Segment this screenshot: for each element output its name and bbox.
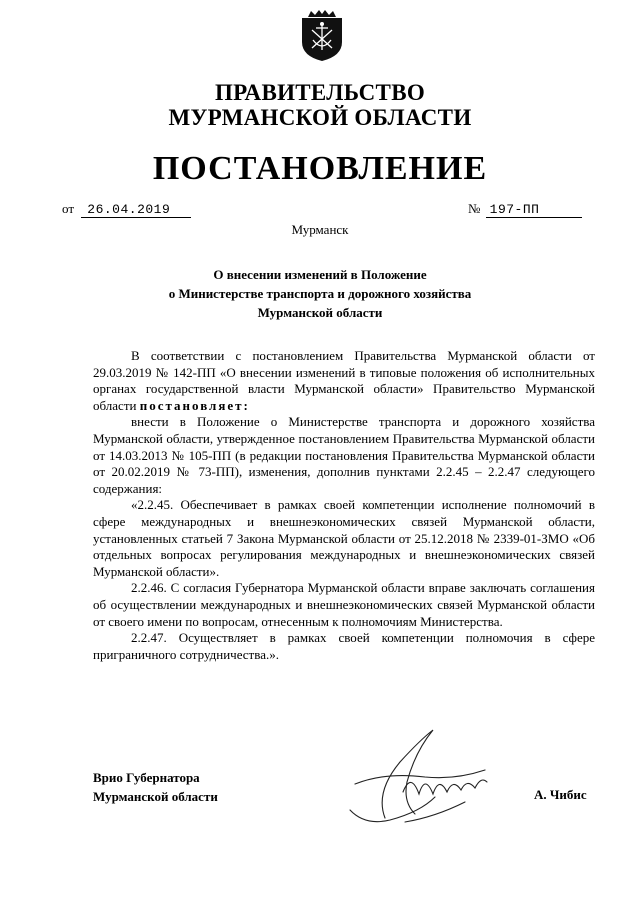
handwritten-signature xyxy=(345,722,495,830)
position-line1: Врио Губернатора xyxy=(93,770,200,785)
date-prefix: от xyxy=(62,201,75,216)
city: Мурманск xyxy=(291,222,349,237)
resolves-word: постановляет: xyxy=(139,397,250,413)
title-line3: Мурманской области xyxy=(257,305,383,320)
number-block xyxy=(468,201,582,218)
coat-of-arms-icon xyxy=(300,10,344,62)
title-line1: О внесении изменений в Положение xyxy=(213,267,427,282)
paragraph-preamble xyxy=(93,348,595,414)
paragraph-2-2-45: «2.2.45. Обеспечивает в рамках своей компетенции исполнение полномочий в сфере международных и внешнеэкономических связей Мурманской области, установленных статьей 7 Закона Мурманской области от 25.12.2018 № 2339-01-ЗМО «Об отдельных вопросах регулирования международных и внешнеэкономических связей Мурманской области». xyxy=(93,497,595,579)
title-line2: о Министерстве транспорта и дорожного хозяйства xyxy=(168,286,472,301)
organization-name-line1: ПРАВИТЕЛЬСТВО xyxy=(214,80,426,105)
date-block xyxy=(62,201,191,218)
number-value: 197-ПП xyxy=(486,202,582,218)
signatory-name: А. Чибис xyxy=(534,787,587,802)
organization-name-line2: МУРМАНСКОЙ ОБЛАСТИ xyxy=(168,105,472,130)
document-type: ПОСТАНОВЛЕНИЕ xyxy=(152,150,488,187)
position-line2: Мурманской области xyxy=(93,789,218,804)
signatory-position xyxy=(93,768,218,806)
date-value: 26.04.2019 xyxy=(81,202,191,218)
number-prefix: № xyxy=(468,201,481,216)
document-body xyxy=(93,348,595,663)
document-title xyxy=(0,265,640,322)
paragraph-2-2-46: 2.2.46. С согласия Губернатора Мурманской области вправе заключать соглашения об осуществлении международных и внешнеэкономических связей Мурманской области от своего имени по вопросам, отнесенным к полномочиям Министерства. xyxy=(93,580,595,629)
paragraph-2-2-47: 2.2.47. Осуществляет в рамках своей компетенции полномочия в сфере приграничного сотрудничества.». xyxy=(93,630,595,662)
paragraph-amendment: внести в Положение о Министерстве транспорта и дорожного хозяйства Мурманской области, утвержденное постановлением Правительства Мурманской области от 14.03.2013 № 105-ПП (в редакции постановления Правительства Мурманской области от 20.02.2019 № 73-ПП), изменения, дополнив пунктами 2.2.45 – 2.2.47 следующего содержания: xyxy=(93,414,595,496)
preamble-text: В соответствии с постановлением Правительства Мурманской области от 29.03.2019 № 142-ПП «О внесении изменений в типовые положения об исполнительных органах государственной власти Мурманской области» Правительство Мурманской области xyxy=(93,348,595,413)
